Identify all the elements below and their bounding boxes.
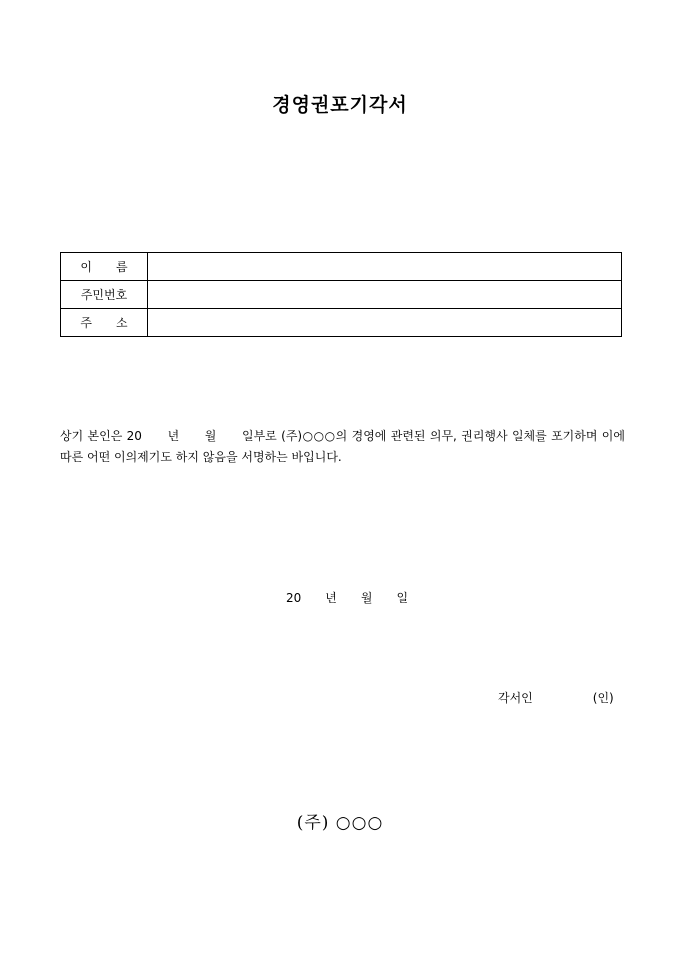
- name-field[interactable]: [148, 253, 622, 281]
- document-title: 경영권포기각서: [272, 94, 408, 116]
- name-label: 이 름: [61, 253, 148, 281]
- statement-text: 상기 본인은 20 년 월 일부로 (주)○○○의 경영에 관련된 의무, 권리행사 일체를 포기하며 이에 따른 어떤 이의제기도 하지 않음을 서명하는 바입니다.: [60, 429, 625, 464]
- address-label: 주 소: [61, 309, 148, 337]
- table-row: [61, 281, 622, 309]
- company-name: (주) ○○○: [296, 813, 384, 833]
- table-row: [61, 253, 622, 281]
- signer-label: 각서인 (인): [498, 691, 614, 705]
- resident-number-field[interactable]: [148, 281, 622, 309]
- date-line: 20 년 월 일: [286, 591, 409, 605]
- resident-number-label: 주민번호: [61, 281, 148, 309]
- address-field[interactable]: [148, 309, 622, 337]
- personal-info-table: [60, 252, 622, 337]
- table-row: [61, 309, 622, 337]
